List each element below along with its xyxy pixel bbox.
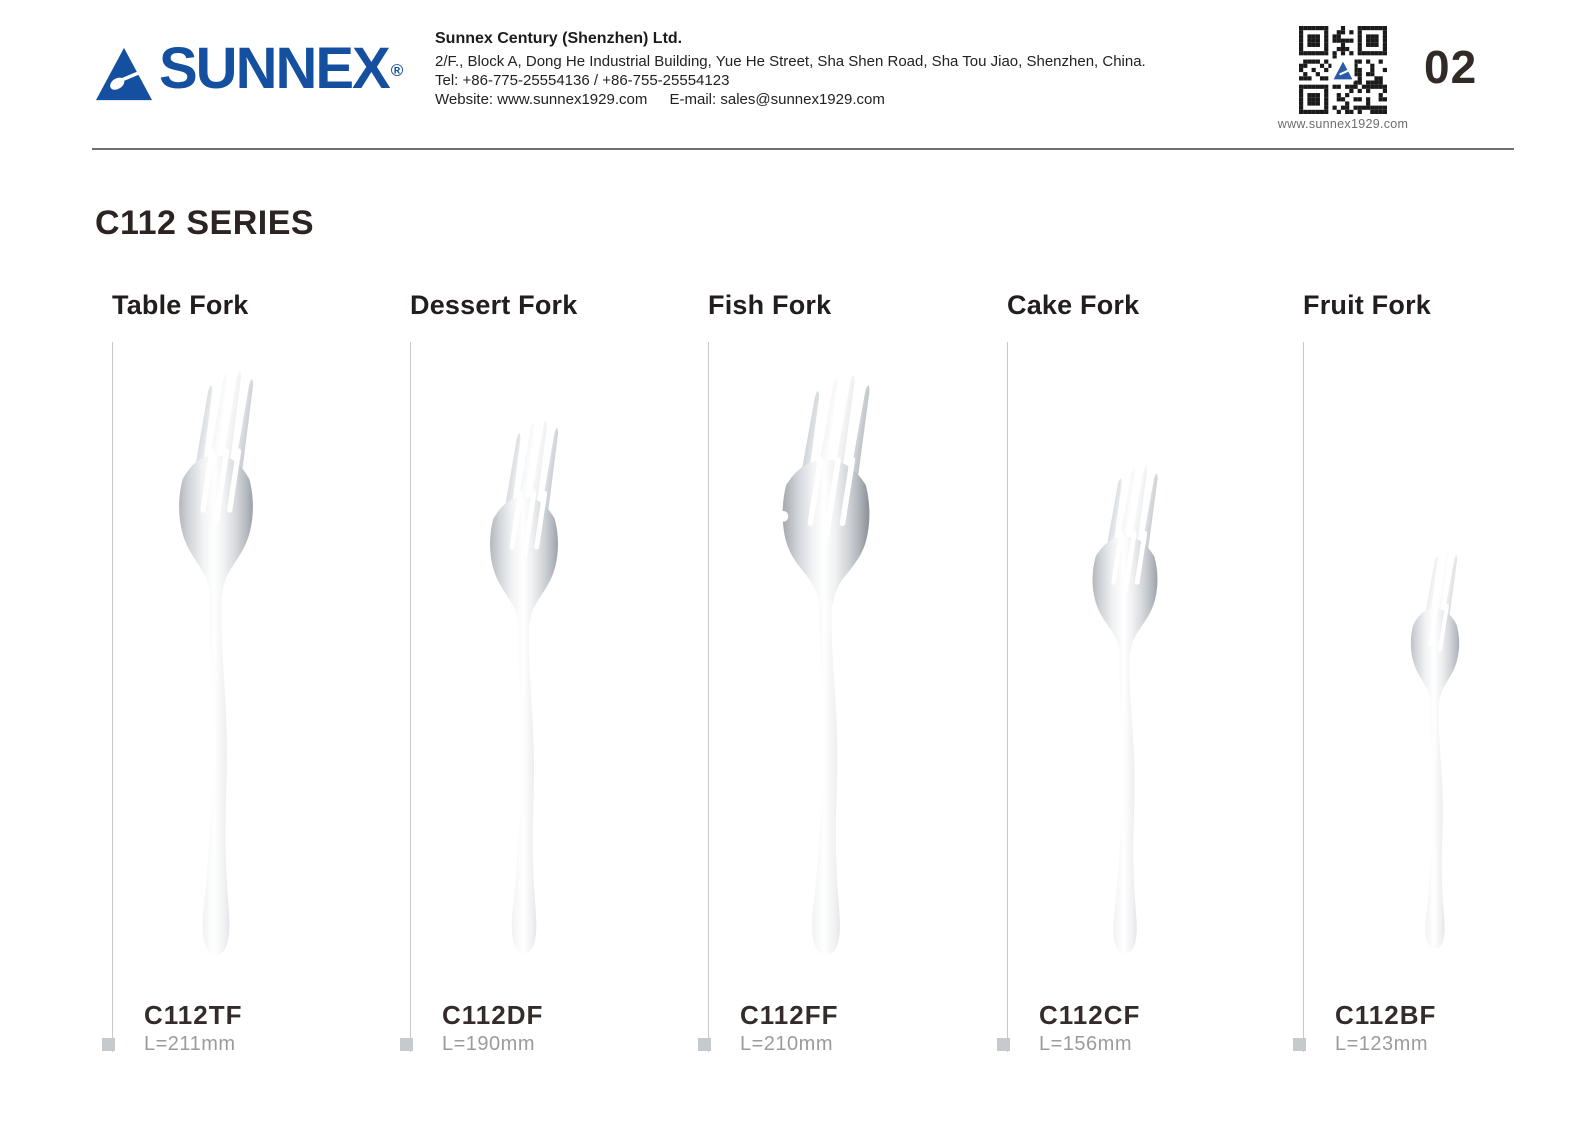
product-code: C112FF <box>740 1000 839 1030</box>
fork-image-dessert-fork <box>478 412 570 955</box>
product-column-fruit-fork <box>1283 0 1581 1122</box>
product-code: C112BF <box>1335 1000 1437 1030</box>
column-divider-line <box>112 342 113 1052</box>
fork-image-cake-fork <box>1081 459 1169 955</box>
product-name: Cake Fork <box>1007 290 1140 320</box>
bullet-square-icon <box>400 1038 413 1051</box>
column-divider-line <box>410 342 411 1052</box>
product-name: Dessert Fork <box>410 290 578 320</box>
bullet-square-icon <box>698 1038 711 1051</box>
company-website: Website: www.sunnex1929.com <box>435 91 648 108</box>
company-phone: Tel: +86-775-25554136 / +86-755-25554123 <box>435 72 730 89</box>
fork-image-fruit-fork <box>1399 545 1471 950</box>
product-length: L=123mm <box>1335 1033 1428 1055</box>
product-length: L=156mm <box>1039 1033 1132 1055</box>
product-column-cake-fork <box>987 0 1285 1122</box>
product-column-table-fork <box>92 0 390 1122</box>
bullet-square-icon <box>1293 1038 1306 1051</box>
product-length: L=190mm <box>442 1033 535 1055</box>
product-column-fish-fork <box>688 0 986 1122</box>
product-length: L=210mm <box>740 1033 833 1055</box>
fork-image-fish-fork <box>774 372 878 957</box>
bullet-square-icon <box>102 1038 115 1051</box>
company-email: E-mail: sales@sunnex1929.com <box>669 91 885 108</box>
series-title: C112 SERIES <box>95 204 315 242</box>
registered-trademark-symbol: ® <box>390 60 404 80</box>
product-code: C112TF <box>144 1000 243 1030</box>
product-name: Fruit Fork <box>1303 290 1431 320</box>
product-name: Fish Fork <box>708 290 832 320</box>
qr-caption: www.sunnex1929.com <box>1277 117 1409 131</box>
column-divider-line <box>1007 342 1008 1052</box>
product-name: Table Fork <box>112 290 249 320</box>
bullet-square-icon <box>997 1038 1010 1051</box>
company-name: Sunnex Century (Shenzhen) Ltd. <box>435 30 683 47</box>
column-divider-line <box>1303 342 1304 1052</box>
product-code: C112DF <box>442 1000 544 1030</box>
product-column-dessert-fork <box>390 0 688 1122</box>
logo-wordmark: SUNNEX <box>159 36 389 101</box>
column-divider-line <box>708 342 709 1052</box>
product-length: L=211mm <box>144 1033 236 1055</box>
product-code: C112CF <box>1039 1000 1141 1030</box>
fork-image-table-fork <box>166 362 266 957</box>
company-address: 2/F., Block A, Dong He Industrial Building, Yue He Street, Sha Shen Road, Sha Tou Jiao, Shenzhen, China. <box>435 53 1146 70</box>
page-number: 02 <box>1424 41 1478 93</box>
